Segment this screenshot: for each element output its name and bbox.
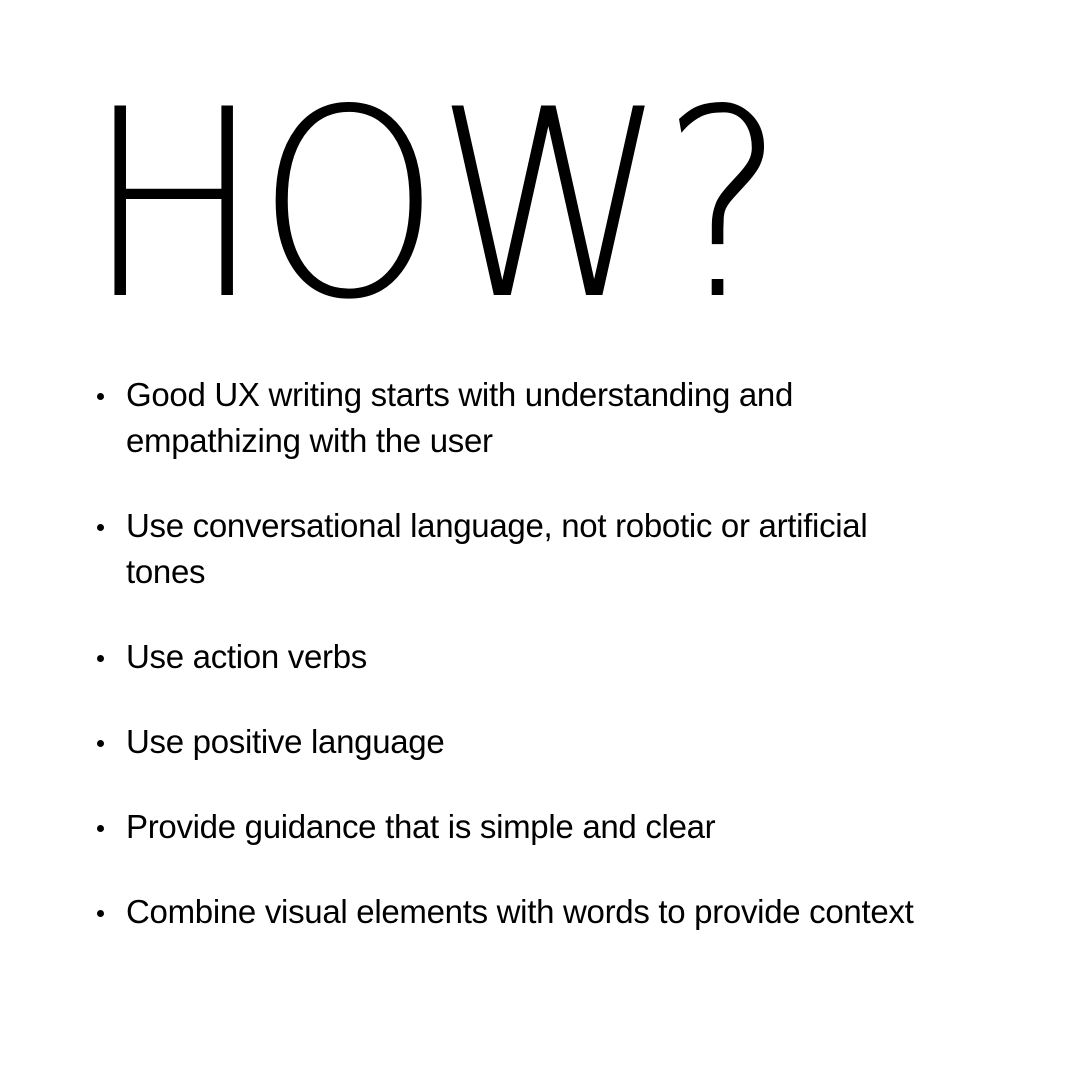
bullet-dot-icon — [97, 393, 104, 400]
list-item — [96, 804, 916, 850]
list-item-text: Provide guidance that is simple and clear — [126, 808, 716, 845]
list-item — [96, 634, 916, 680]
list-item — [96, 889, 916, 935]
list-item-text: Use conversational language, not robotic or artificial tones — [126, 507, 868, 590]
bullet-dot-icon — [97, 740, 104, 747]
list-item-text: Use positive language — [126, 723, 445, 760]
bullet-dot-icon — [97, 910, 104, 917]
list-item — [96, 503, 916, 595]
bullet-dot-icon — [97, 524, 104, 531]
bullet-list — [96, 372, 916, 974]
list-item-text: Combine visual elements with words to provide context — [126, 893, 914, 930]
bullet-dot-icon — [97, 655, 104, 662]
list-item-text: Good UX writing starts with understanding and empathizing with the user — [126, 376, 794, 459]
list-item-text: Use action verbs — [126, 638, 367, 675]
page-title: HOW? — [86, 55, 781, 357]
list-item — [96, 719, 916, 765]
list-item — [96, 372, 916, 464]
bullet-dot-icon — [97, 825, 104, 832]
